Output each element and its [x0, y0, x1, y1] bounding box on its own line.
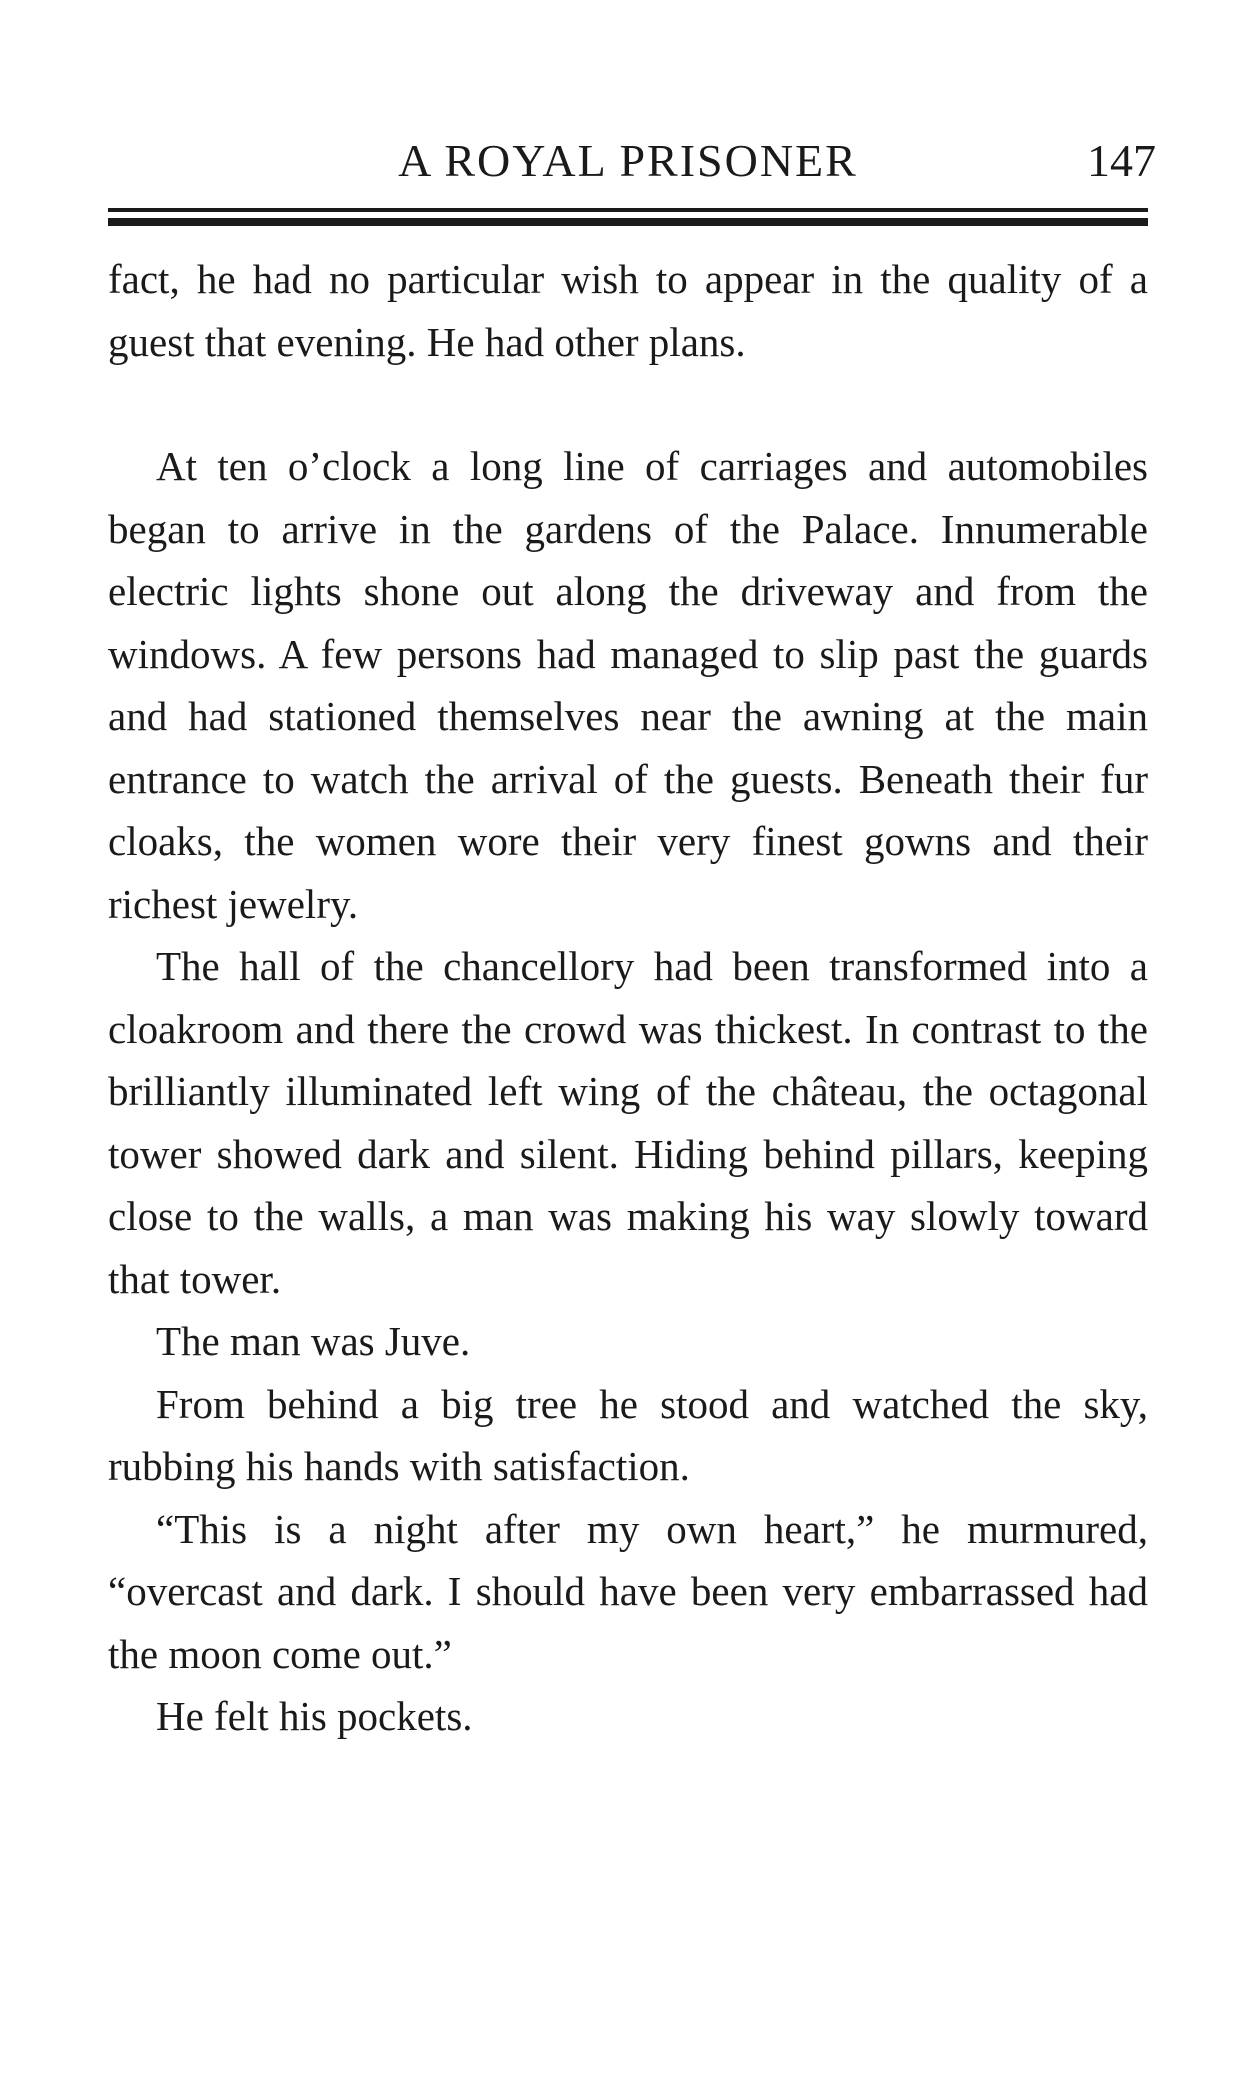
paragraph: The hall of the chancellory had been transformed into a cloakroom and there the crowd was thickest. In contrast to the brilliantly illuminated left wing of the château, the octagonal tower showed dark and silent. Hiding behind pillars, keeping close to the walls, a man was making his way slowly toward that tower. [108, 943, 1148, 1302]
paragraph: “This is a night after my own heart,” he murmured, “overcast and dark. I should have been very embarrassed had the moon come out.” [108, 1505, 1148, 1677]
header-rule-top [108, 208, 1148, 212]
paragraph: He felt his pockets. [156, 1693, 473, 1739]
header-rule-bottom [108, 218, 1148, 226]
body-text [108, 248, 1148, 1748]
page-number: 147 [1087, 135, 1156, 186]
paragraph-continuation: fact, he had no particular wish to appear in the quality of a guest that evening. He had other plans. [108, 256, 1148, 365]
page-header [108, 130, 1156, 190]
paragraph: The man was Juve. [156, 1318, 471, 1364]
section-break [108, 373, 1148, 435]
paragraph: At ten o’clock a long line of carriages and automobiles began to arrive in the gardens of the Palace. Innumerable electric lights shone out along the driveway and from the windows. A few persons had managed to slip past the guards and had stationed themselves near the awning at the main entrance to watch the arrival of the guests. Beneath their fur cloaks, the women wore their very finest gowns and their richest jewelry. [108, 443, 1148, 927]
paragraph: From behind a big tree he stood and watched the sky, rubbing his hands with satisfaction. [108, 1380, 1148, 1489]
running-title: A ROYAL PRISONER [398, 135, 858, 186]
